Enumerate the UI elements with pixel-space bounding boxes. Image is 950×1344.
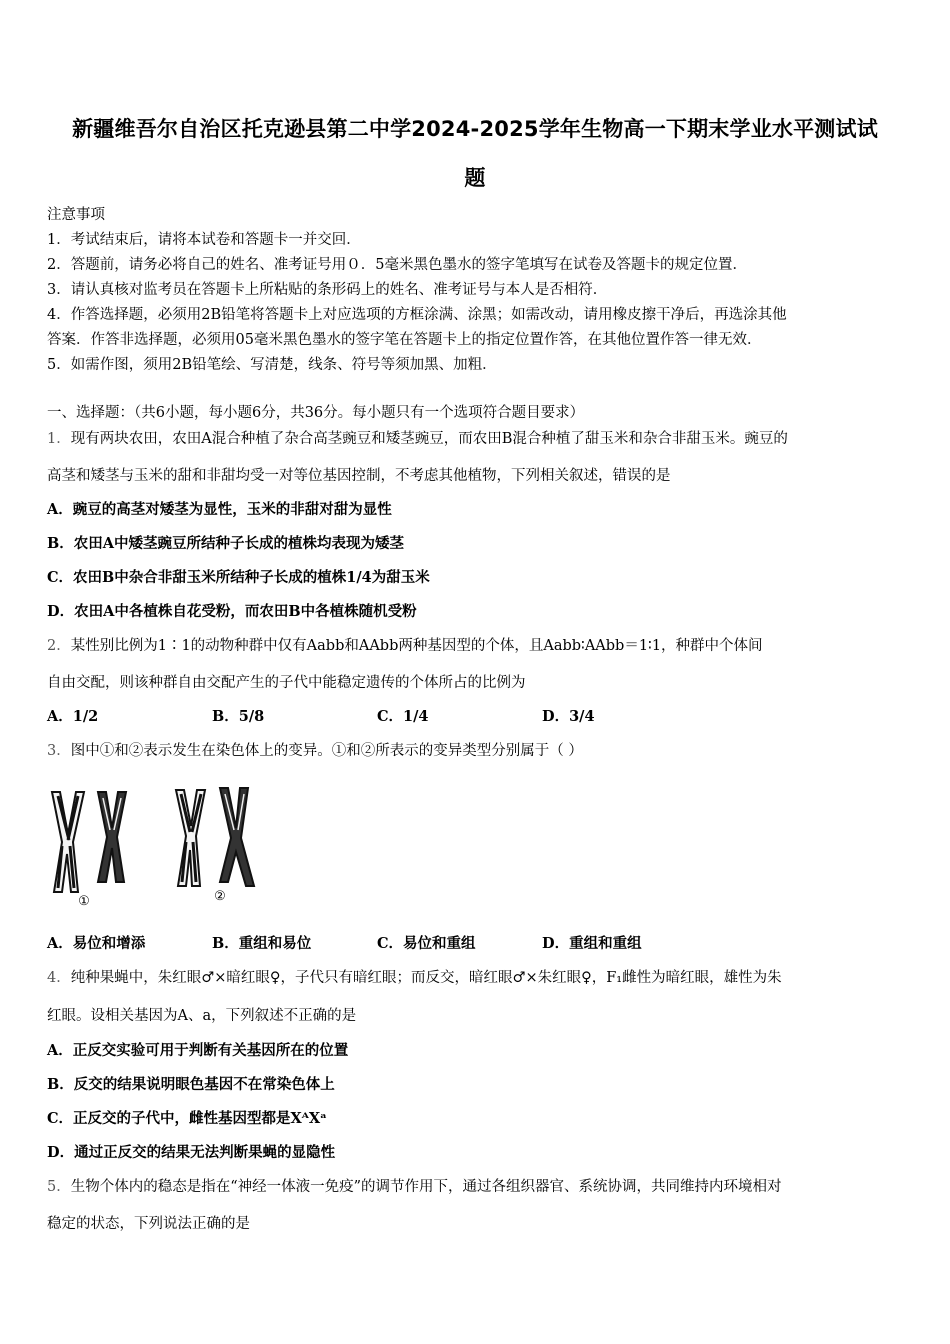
q5-line2: 稳定的状态，下列说法正确的是 (47, 1216, 250, 1232)
q2-option-a: A．1/2 (47, 708, 99, 725)
q1-option-d: D．农田A中各植株自花受粉，而农田B中各植株随机受粉 (47, 603, 417, 620)
chromosome-2a (176, 790, 205, 886)
notice-item-5: 5．如需作图，须用2B铅笔绘、写清楚，线条、符号等须加黑、加粗． (47, 357, 497, 373)
q2-text-1: 某性别比例为1∶1的动物种群中仅有Aabb和AAbb两种基因型的个体，且Aabb∶AAbb＝1∶1，种群中个体间 (70, 638, 763, 654)
q3-option-c: C．易位和重组 (377, 935, 476, 952)
q1-line1 (47, 427, 788, 448)
q4-number: 4． (47, 970, 71, 986)
notice-item-1: 1．考试结束后，请将本试卷和答题卡一并交回． (47, 232, 361, 248)
q1-option-b: B．农田A中矮茎豌豆所结种子长成的植株均表现为矮茎 (47, 535, 405, 552)
q1-option-a: A．豌豆的高茎对矮茎为显性，玉米的非甜对甜为显性 (47, 501, 392, 518)
doc-title-line2: 题 (464, 166, 486, 190)
q2-option-d: D．3/4 (542, 708, 595, 725)
section-heading: 一、选择题：（共6小题，每小题6分，共36分。每小题只有一个选项符合题目要求） (47, 405, 585, 421)
fig-label-1: ① (78, 894, 90, 909)
q1-line2: 高茎和矮茎与玉米的甜和非甜均受一对等位基因控制，不考虑其他植物，下列相关叙述，错误的是 (47, 468, 671, 484)
q4-text-1: 纯种果蝇中，朱红眼♂×暗红眼♀，子代只有暗红眼；而反交，暗红眼♂×朱红眼♀，F₁雌性为暗红眼，雄性为朱 (70, 970, 782, 986)
q4-line2: 红眼。设相关基因为A、a，下列叙述不正确的是 (47, 1008, 357, 1024)
q4-option-d: D．通过正反交的结果无法判断果蝇的显隐性 (47, 1144, 336, 1161)
notice-heading: 注意事项 (47, 207, 105, 223)
q2-option-b: B．5/8 (212, 708, 265, 725)
q4-option-c: C．正反交的子代中，雌性基因型都是XᴬXᵃ (47, 1110, 327, 1127)
q3-option-a: A．易位和增添 (47, 935, 146, 952)
chromosome-2b (220, 788, 254, 886)
q4-option-b: B．反交的结果说明眼色基因不在常染色体上 (47, 1076, 335, 1093)
q1-number: 1． (47, 431, 71, 447)
q2-number: 2． (47, 638, 71, 654)
notice-item-3: 3．请认真核对监考员在答题卡上所粘贴的条形码上的姓名、准考证号与本人是否相符． (47, 282, 608, 298)
q3-option-b: B．重组和易位 (212, 935, 312, 952)
q1-option-c: C．农田B中杂合非甜玉米所结种子长成的植株1/4为甜玉米 (47, 569, 430, 586)
q3-option-d: D．重组和重组 (542, 935, 642, 952)
chromosome-1b (98, 792, 126, 882)
q2-line2: 自由交配，则该种群自由交配产生的子代中能稳定遗传的个体所占的比例为 (47, 675, 526, 691)
q3-number: 3． (47, 743, 71, 759)
notice-item-2: 2．答题前，请务必将自己的姓名、准考证号用０．5毫米黑色墨水的签字笔填写在试卷及答题卡的规定位置． (47, 257, 747, 273)
q5-line1 (47, 1175, 782, 1196)
doc-title-line1: 新疆维吾尔自治区托克逊县第二中学2024-2025学年生物高一下期末学业水平测试试 (72, 117, 878, 141)
fig-label-2: ② (214, 889, 226, 904)
q2-line1 (47, 634, 763, 655)
chromosome-figure (40, 782, 260, 917)
q3-line1 (47, 739, 583, 760)
notice-item-4: 4．作答选择题，必须用2B铅笔将答题卡上对应选项的方框涂满、涂黑；如需改动，请用橡皮擦干净后，再选涂其他 (47, 307, 787, 323)
chromosome-1a (52, 792, 84, 892)
q3-text-1: 图中①和②表示发生在染色体上的变异。①和②所表示的变异类型分别属于（ ） (70, 743, 583, 759)
q2-option-c: C．1/4 (377, 708, 429, 725)
q4-line1 (47, 966, 782, 987)
q4-option-a: A．正反交实验可用于判断有关基因所在的位置 (47, 1042, 349, 1059)
q5-text-1: 生物个体内的稳态是指在“神经一体液一免疫”的调节作用下，通过各组织器官、系统协调，共同维持内环境相对 (70, 1179, 782, 1195)
notice-item-4-cont: 答案．作答非选择题，必须用05毫米黑色墨水的签字笔在答题卡上的指定位置作答，在其他位置作答一律无效． (47, 332, 762, 348)
q1-text-1: 现有两块农田，农田A混合种植了杂合高茎豌豆和矮茎豌豆，而农田B混合种植了甜玉米和杂合非甜玉米。豌豆的 (70, 431, 788, 447)
q5-number: 5． (47, 1179, 71, 1195)
